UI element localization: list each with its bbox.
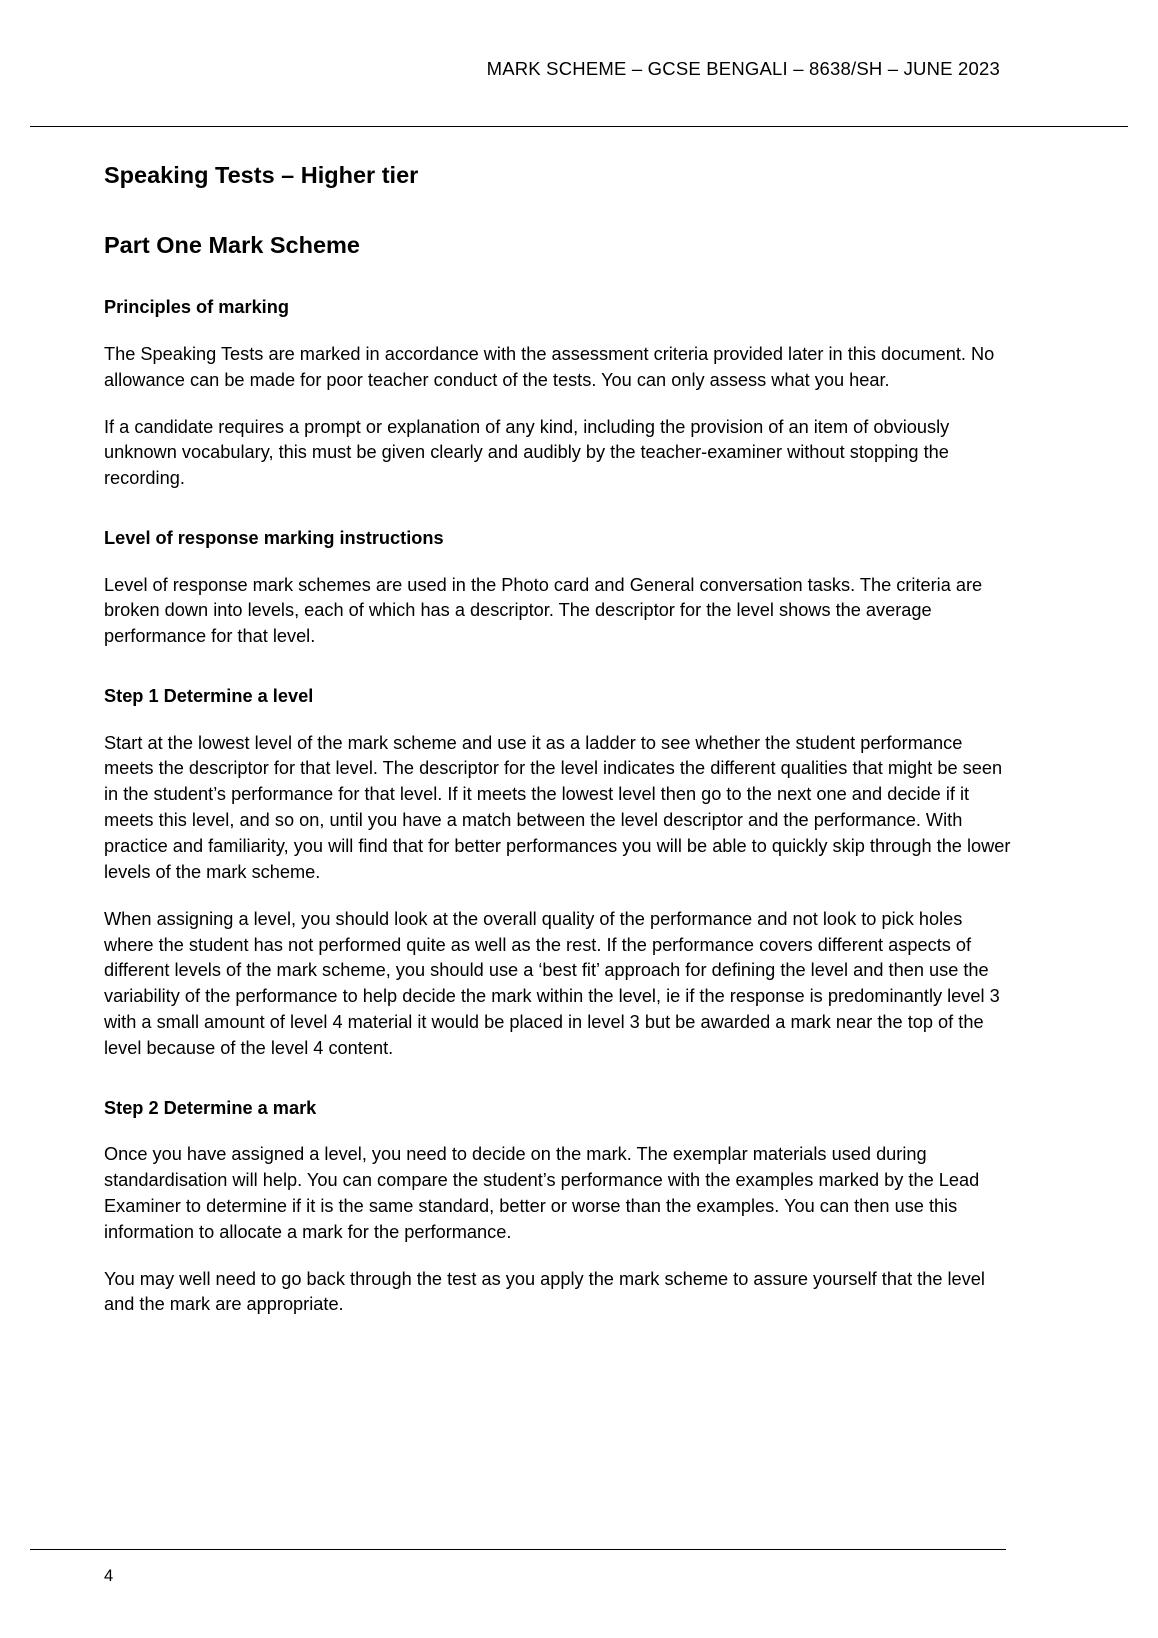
footer-divider xyxy=(30,1549,1006,1550)
page-title: Speaking Tests – Higher tier xyxy=(104,162,419,188)
page-subtitle: Part One Mark Scheme xyxy=(104,231,360,258)
section-heading-step-1-determine-a-level: Step 1 Determine a level xyxy=(104,686,314,707)
document-body xyxy=(104,160,1012,1318)
paragraph: When assigning a level, you should look at the overall quality of the performance and not look to pick holes where the student has not performed quite as well as the rest. If the performance covers different aspects of different levels of the mark scheme, you should use a ‘best fit’ approach for defining the level and then use the variability of the performance to help decide the mark within the level, ie if the response is predominantly level 3 with a small amount of level 4 material it would be placed in level 3 but be awarded a mark near the top of the level because of the level 4 content. xyxy=(104,908,1000,1058)
paragraph: If a candidate requires a prompt or explanation of any kind, including the provision of an item of obviously unknown vocabulary, this must be given clearly and audibly by the teacher-examiner without stopping the recording. xyxy=(104,416,950,489)
section-heading-principles-of-marking: Principles of marking xyxy=(104,297,289,318)
paragraph: Level of response mark schemes are used in the Photo card and General conversation tasks. The criteria are broken down into levels, each of which has a descriptor. The descriptor for the level shows the average performance for that level. xyxy=(104,574,983,647)
paragraph: Start at the lowest level of the mark scheme and use it as a ladder to see whether the student performance meets the descriptor for that level. The descriptor for the level indicates the different qualities that might be seen in the student’s performance for that level. If it meets the lowest level then go to the next one and decide if it meets this level, and so on, until you have a match between the level descriptor and the performance. With practice and familiarity, you will find that for better performances you will be able to quickly skip through the lower levels of the mark scheme. xyxy=(104,732,1011,882)
section-heading-level-of-response-marking-instructions: Level of response marking instructions xyxy=(104,528,444,549)
paragraph: You may well need to go back through the test as you apply the mark scheme to assure yourself that the level and the mark are appropriate. xyxy=(104,1268,985,1315)
running-header: MARK SCHEME – GCSE BENGALI – 8638/SH – JUNE 2023 xyxy=(486,58,1000,79)
section-heading-step-2-determine-a-mark: Step 2 Determine a mark xyxy=(104,1097,317,1118)
header-divider xyxy=(30,126,1128,127)
paragraph: The Speaking Tests are marked in accordance with the assessment criteria provided later in this document. No allowance can be made for poor teacher conduct of the tests. You can only assess what you hear. xyxy=(104,343,995,390)
page-number: 4 xyxy=(104,1567,114,1585)
paragraph: Once you have assigned a level, you need to decide on the mark. The exemplar materials used during standardisation will help. You can compare the student’s performance with the examples marked by the Lead Examiner to determine if it is the same standard, better or worse than the examples. You can then use this information to allocate a mark for the performance. xyxy=(104,1144,980,1242)
